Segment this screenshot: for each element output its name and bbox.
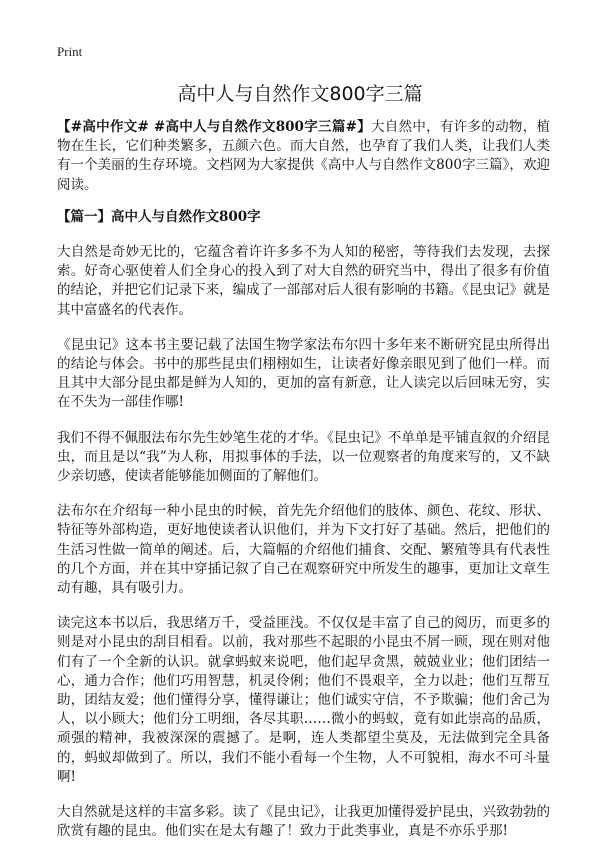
- intro-text: 大自然中，有许多的动物，植物在生长，它们种类繁多，五颜六色。而大自然，也孕育了我们人类，让我们人类有一个美丽的生存环境。文档网为大家提供《高中人与自然作文800字三篇》，欢迎阅读。: [57, 119, 550, 193]
- paragraph-6: 大自然就是这样的丰富多彩。读了《昆虫记》，让我更加懂得爱护昆虫，兴致勃勃的欣赏有趣的昆虫。他们实在是太有趣了！致力于此类事业，真是不亦乐乎那!: [57, 804, 550, 840]
- intro-tag: 【#高中作文# #高中人与自然作文800字三篇#】: [57, 119, 372, 135]
- section-title: 【篇一】高中人与自然作文800字: [57, 208, 261, 225]
- paragraph-4: 法布尔在介绍每一种小昆虫的时候，首先先介绍他们的肢体、颜色、花纹、形状、特征等外部构造，更好地使读者认识他们，并为下文打好了基础。然后，把他们的生活习性做一简单的阐述。后，大篇幅的介绍他们捕食、交配、繁殖等具有代表性的几个方面，并在其中穿插记叙了自己在观察研究中所发生的趣事，更加让文章生动有趣，具有吸引力。: [57, 503, 550, 597]
- paragraph-5: 读完这本书以后，我思绪万千，受益匪浅。不仅仅是丰富了自己的阅历，而更多的则是对小昆虫的刮目相看。以前，我对那些不起眼的小昆虫不屑一顾，现在则对他们有了一个全新的认识。就拿蚂蚁来说吧，他们起早贪黑，兢兢业业；他们团结一心，通力合作；他们巧用智慧，机灵伶俐；他们不畏艰辛，全力以赴；他们互帮互助，团结友爱；他们懂得分享，懂得谦让；他们诚实守信，不予欺骗；他们舍己为人，以小顾大；他们分工明细，各尽其职……微小的蚂蚁，竟有如此崇高的品质，顽强的精神，我被深深的震撼了。是啊，连人类都望尘莫及，无法做到完全具备的，蚂蚁却做到了。所以，我们不能小看每一个生物，人不可貌相，海水不可斗量啊!: [57, 615, 550, 785]
- paragraph-2: 《昆虫记》这本书主要记载了法国生物学家法布尔四十多年来不断研究昆虫所得出的结论与体会。书中的那些昆虫们栩栩如生，让读者好像亲眼见到了他们一样。而且其中大部分昆虫都是鲜为人知的，更加的富有新意，让人读完以后回味无穷，实在不失为一部佳作哪!: [57, 336, 550, 411]
- print-label: Print: [57, 44, 83, 59]
- intro-paragraph: [57, 118, 550, 195]
- page-title: 高中人与自然作文800字三篇: [177, 83, 423, 105]
- article-body: [57, 118, 550, 858]
- paragraph-3: 我们不得不佩服法布尔先生妙笔生花的才华。《昆虫记》不单单是平铺直叙的介绍昆虫，而且是以“我”为人称，用拟事体的手法，以一位观察者的角度来写的，又不缺少亲切感，使读者能够能加侧面的了解他们。: [57, 429, 550, 485]
- paragraph-1: 大自然是奇妙无比的，它蕴含着许许多多不为人知的秘密，等待我们去发现，去探索。好奇心驱使着人们全身心的投入到了对大自然的研究当中，得出了很多有价值的结论，并把它们记录下来，编成了一部部对后人很有影响的书籍。《昆虫记》就是其中富盛名的代表作。: [57, 244, 550, 318]
